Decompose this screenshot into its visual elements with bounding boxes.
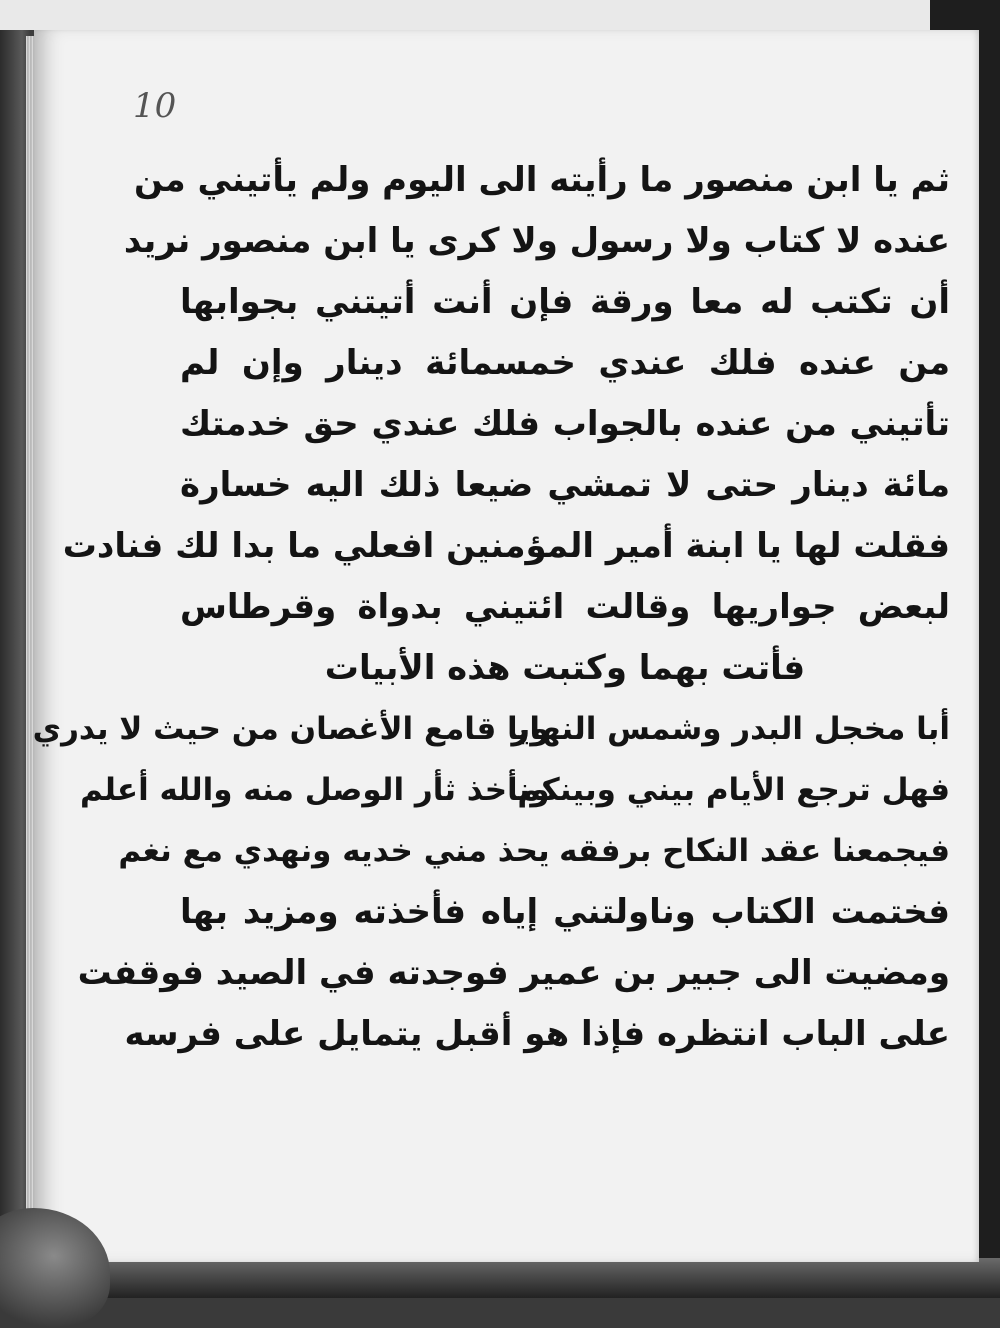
poem-verse: [32, 699, 950, 760]
verse-first-hemistich: أبا مخجل البدر وشمس النهار: [511, 711, 950, 747]
text-line: فأتت بهما وكتبت هذه الأبيات: [324, 648, 806, 688]
text-line: مائة دينار حتى لا تمشي ضيعا ذلك اليه خسارة: [180, 465, 950, 505]
verse-second-hemistich: يحذ مني خديه ونهدي مع نغم: [118, 833, 550, 869]
text-line: أن تكتب له معا ورقة فإن أنت أتيتني بجوابها: [180, 282, 950, 322]
text-line: ومضيت الى جبير بن عمير فوجدته في الصيد فوقفت: [77, 953, 950, 993]
verse-second-hemistich: ونأخذ ثأر الوصل منه والله أعلم: [79, 772, 550, 808]
manuscript-text: [32, 150, 950, 1065]
poem-verse: [118, 821, 950, 882]
text-line: ثم يا ابن منصور ما رأيته الى اليوم ولم يأتيني من: [134, 160, 950, 200]
folio-number: 10: [133, 86, 177, 126]
underlying-page-top: [0, 0, 1000, 30]
text-line: على الباب انتظره فإذا هو أقبل يتمايل على فرسه: [124, 1014, 950, 1054]
poem-verse: [79, 760, 950, 821]
text-line: فختمت الكتاب وناولتني إياه فأخذته ومزيد بها: [180, 892, 950, 932]
text-line: عنده لا كتاب ولا رسول ولا كرى يا ابن منصور نريد: [123, 221, 950, 261]
verse-second-hemistich: ويا قامع الأغصان من حيث لا يدري: [32, 711, 550, 747]
verse-first-hemistich: فهل ترجع الأيام بيني وبينكم: [517, 772, 950, 808]
text-line: من عنده فلك عندي خمسمائة دينار وإن لم: [180, 343, 950, 383]
scan-border-bottom: [0, 1258, 1000, 1298]
verse-first-hemistich: فيجمعنا عقد النكاح برفقه: [559, 833, 950, 869]
text-line: لبعض جواريها وقالت ائتيني بدواة وقرطاس: [180, 587, 950, 627]
text-line: فقلت لها يا ابنة أمير المؤمنين افعلي ما بدا لك فنادت: [62, 526, 950, 566]
text-line: تأتيني من عنده بالجواب فلك عندي حق خدمتك: [180, 404, 950, 444]
